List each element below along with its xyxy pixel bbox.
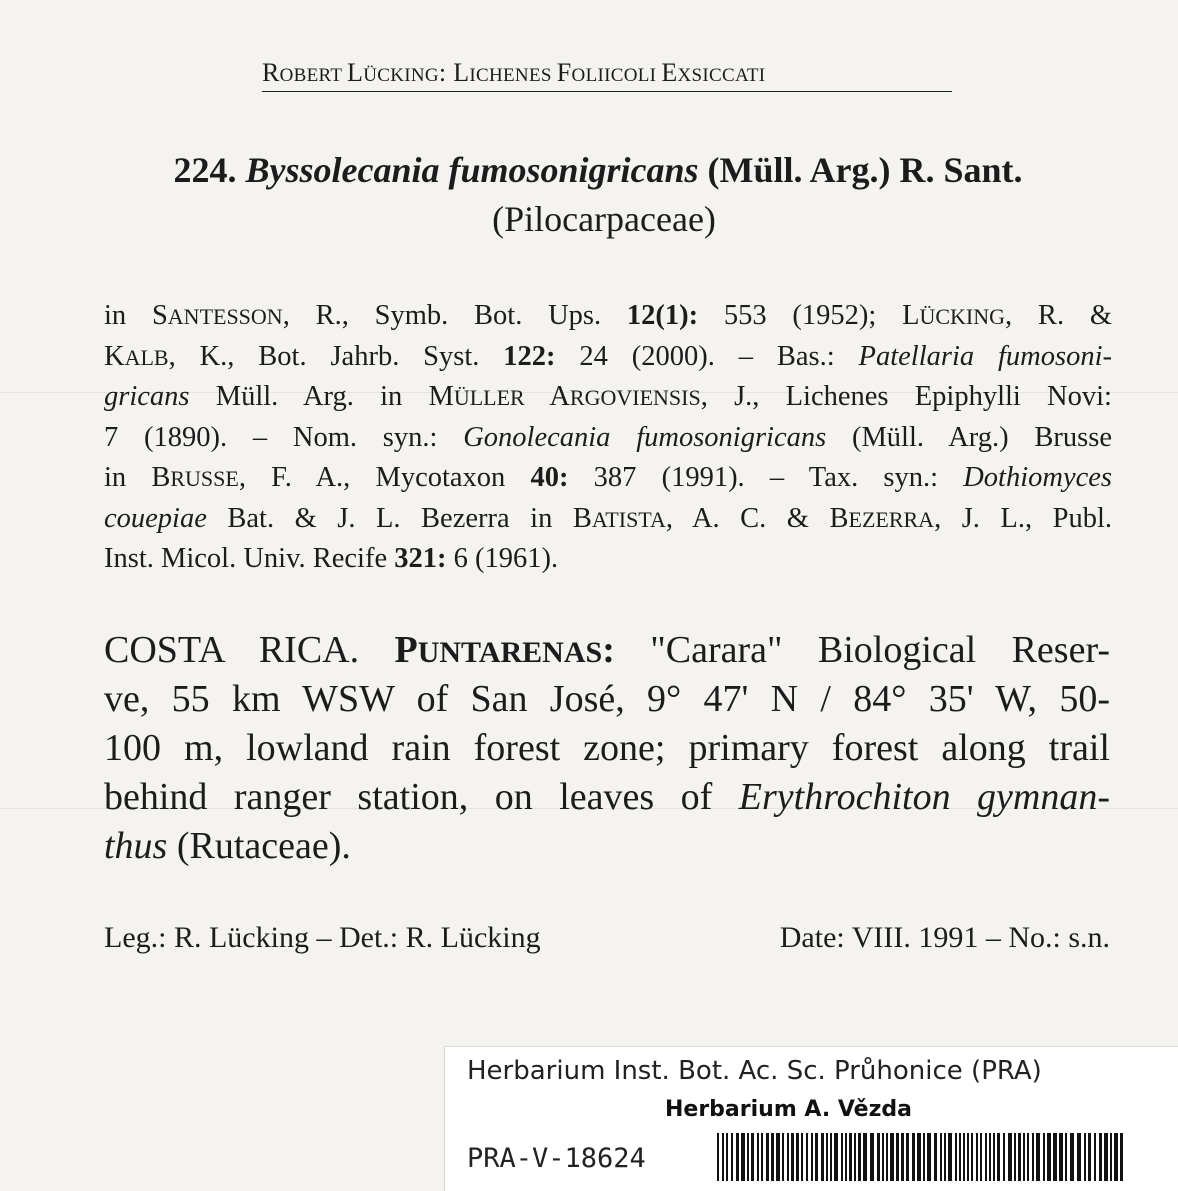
herbarium-label (444, 1046, 1178, 1191)
reference-line: couepiae Bat. & J. L. Bezerra in BATISTA, A. C. & BEZERRA, J. L., Publ. (104, 502, 1112, 534)
locality-line: 100 m, lowland rain forest zone; primary forest along trail (104, 727, 1110, 769)
locality-line: thus (Rutaceae). (104, 825, 351, 867)
species-title (0, 146, 1178, 194)
herbarium-collection: Herbarium A. Vězda (665, 1097, 913, 1122)
family-name: (Pilocarpaceae) (492, 199, 716, 239)
accession-number: PRA-V-18624 (467, 1143, 646, 1174)
reference-line: gricans Müll. Arg. in MÜLLER ARGOVIENSIS, J., Lichenes Epiphylli Novi: (104, 381, 1112, 412)
locality-block (104, 626, 1110, 871)
reference-line: Inst. Micol. Univ. Recife 321: 6 (1961). (104, 543, 559, 574)
references-block (104, 296, 1112, 580)
species-authority: (Müll. Arg.) R. Sant. (707, 150, 1023, 190)
barcode-icon (717, 1133, 1127, 1181)
reference-line: in BRUSSE, F. A., Mycotaxon 40: 387 (1991). – Tax. syn.: Dothiomyces (104, 462, 1113, 493)
locality-line: COSTA RICA. PUNTARENAS: "Carara" Biological Reser- (104, 629, 1110, 671)
locality-line: ve, 55 km WSW of San José, 9° 47' N / 84° 35' W, 50- (104, 678, 1110, 720)
species-name: Byssolecania fumosonigricans (245, 150, 699, 190)
herbarium-institution: Herbarium Inst. Bot. Ac. Sc. Průhonice (PRA) (467, 1056, 1042, 1086)
reference-line: in SANTESSON, R., Symb. Bot. Ups. 12(1): 553 (1952); LÜCKING, R. & (104, 300, 1112, 331)
collector-line (104, 918, 1110, 958)
reference-line: KALB, K., Bot. Jahrb. Syst. 122: 24 (2000). – Bas.: Patellaria fumosoni- (104, 340, 1112, 372)
collection-date: Date: VIII. 1991 – No.: s.n. (779, 921, 1110, 954)
exsiccata-number: 224. (173, 150, 237, 190)
series-header: ROBERT LÜCKING: LICHENES FOLIICOLI EXSICCATI (262, 58, 952, 92)
reference-line: 7 (1890). – Nom. syn.: Gonolecania fumosonigricans (Müll. Arg.) Brusse (104, 421, 1112, 453)
locality-line: behind ranger station, on leaves of Erythrochiton gymnan- (104, 776, 1111, 818)
collector-determiner: Leg.: R. Lücking – Det.: R. Lücking (104, 921, 541, 954)
